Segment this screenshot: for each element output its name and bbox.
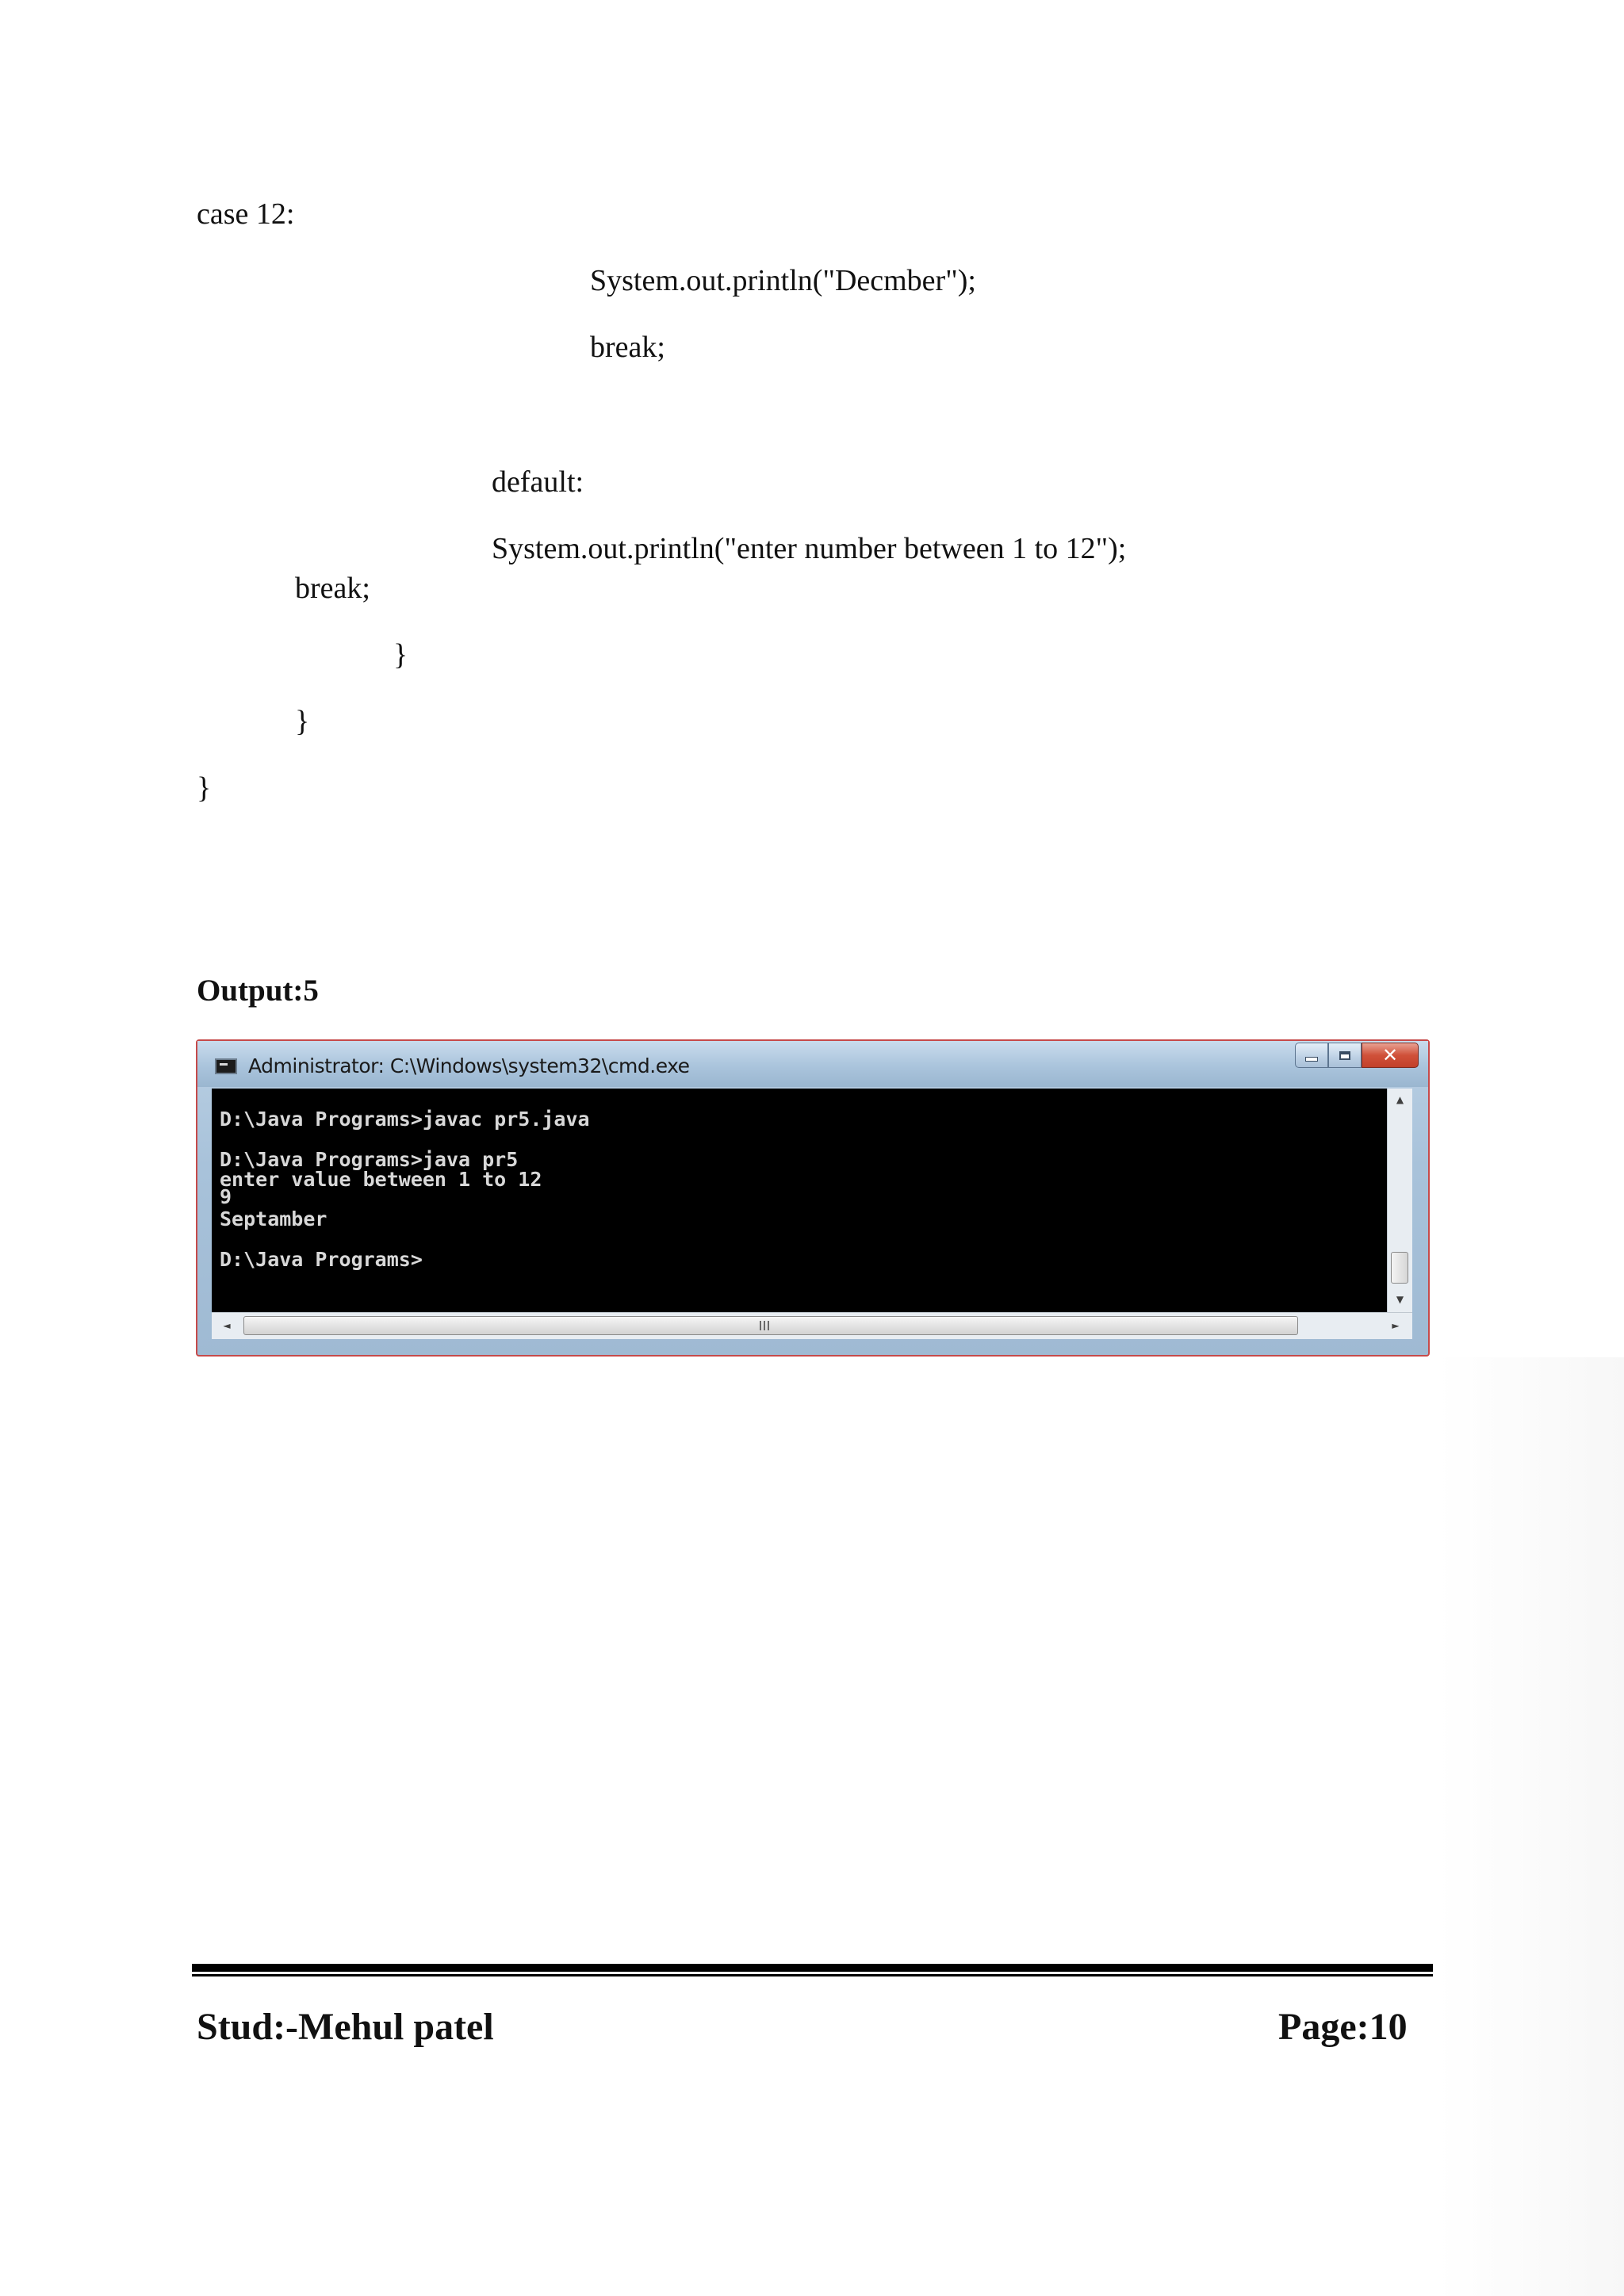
- cmd-window-title: Administrator: C:\Windows\system32\cmd.exe: [248, 1054, 690, 1077]
- code-line-break-case-12: break;: [590, 331, 665, 364]
- console-line: D:\Java Programs>javac pr5.java: [220, 1108, 590, 1131]
- code-line-close-brace-method: }: [295, 705, 310, 738]
- code-line-case-12: case 12:: [197, 197, 295, 231]
- maximize-button[interactable]: [1328, 1043, 1362, 1068]
- code-line-close-brace-class: }: [197, 771, 212, 805]
- horizontal-scroll-thumb[interactable]: [243, 1316, 1298, 1335]
- console-line: D:\Java Programs>: [220, 1248, 423, 1271]
- cmd-window: [196, 1039, 1430, 1357]
- page-edge-shading: [1437, 1357, 1624, 2296]
- footer-rule: [192, 1964, 1433, 1972]
- console-line: 9: [220, 1185, 232, 1208]
- cmd-icon[interactable]: [215, 1058, 237, 1074]
- minimize-button[interactable]: [1295, 1043, 1328, 1068]
- close-icon: ✕: [1381, 1044, 1399, 1066]
- vertical-scroll-thumb[interactable]: [1391, 1252, 1408, 1284]
- code-line-println-default: System.out.println("enter number between 1 to 12");: [492, 532, 1127, 565]
- scroll-right-icon[interactable]: ►: [1392, 1320, 1400, 1331]
- code-line-break-default: break;: [295, 572, 370, 605]
- window-controls: [1295, 1043, 1419, 1070]
- scroll-left-icon[interactable]: ◄: [223, 1320, 231, 1331]
- code-line-println-december: System.out.println("Decmber");: [590, 264, 976, 297]
- horizontal-scrollbar[interactable]: [212, 1312, 1412, 1339]
- close-button[interactable]: [1362, 1043, 1419, 1068]
- console-line: D:\Java Programs>java pr5: [220, 1148, 519, 1171]
- output-heading: Output:5: [197, 974, 319, 1008]
- scroll-down-icon[interactable]: ▼: [1396, 1294, 1404, 1305]
- scroll-grip-icon: [760, 1321, 771, 1330]
- scroll-up-icon[interactable]: ▲: [1396, 1094, 1404, 1105]
- minimize-icon: [1305, 1057, 1318, 1062]
- code-line-default: default:: [492, 465, 584, 499]
- footer-student-name: Stud:-Mehul patel: [197, 2006, 494, 2048]
- footer-page-number: Page:10: [1278, 2006, 1408, 2048]
- code-line-close-brace-switch: }: [393, 638, 408, 672]
- console-output[interactable]: [212, 1089, 1387, 1312]
- console-line: Septamber: [220, 1207, 327, 1230]
- cmd-titlebar[interactable]: [197, 1041, 1428, 1087]
- console-line: enter value between 1 to 12: [220, 1168, 542, 1191]
- vertical-scrollbar[interactable]: [1387, 1089, 1412, 1312]
- footer-rule-thin: [192, 1974, 1433, 1976]
- maximize-icon: [1339, 1051, 1350, 1060]
